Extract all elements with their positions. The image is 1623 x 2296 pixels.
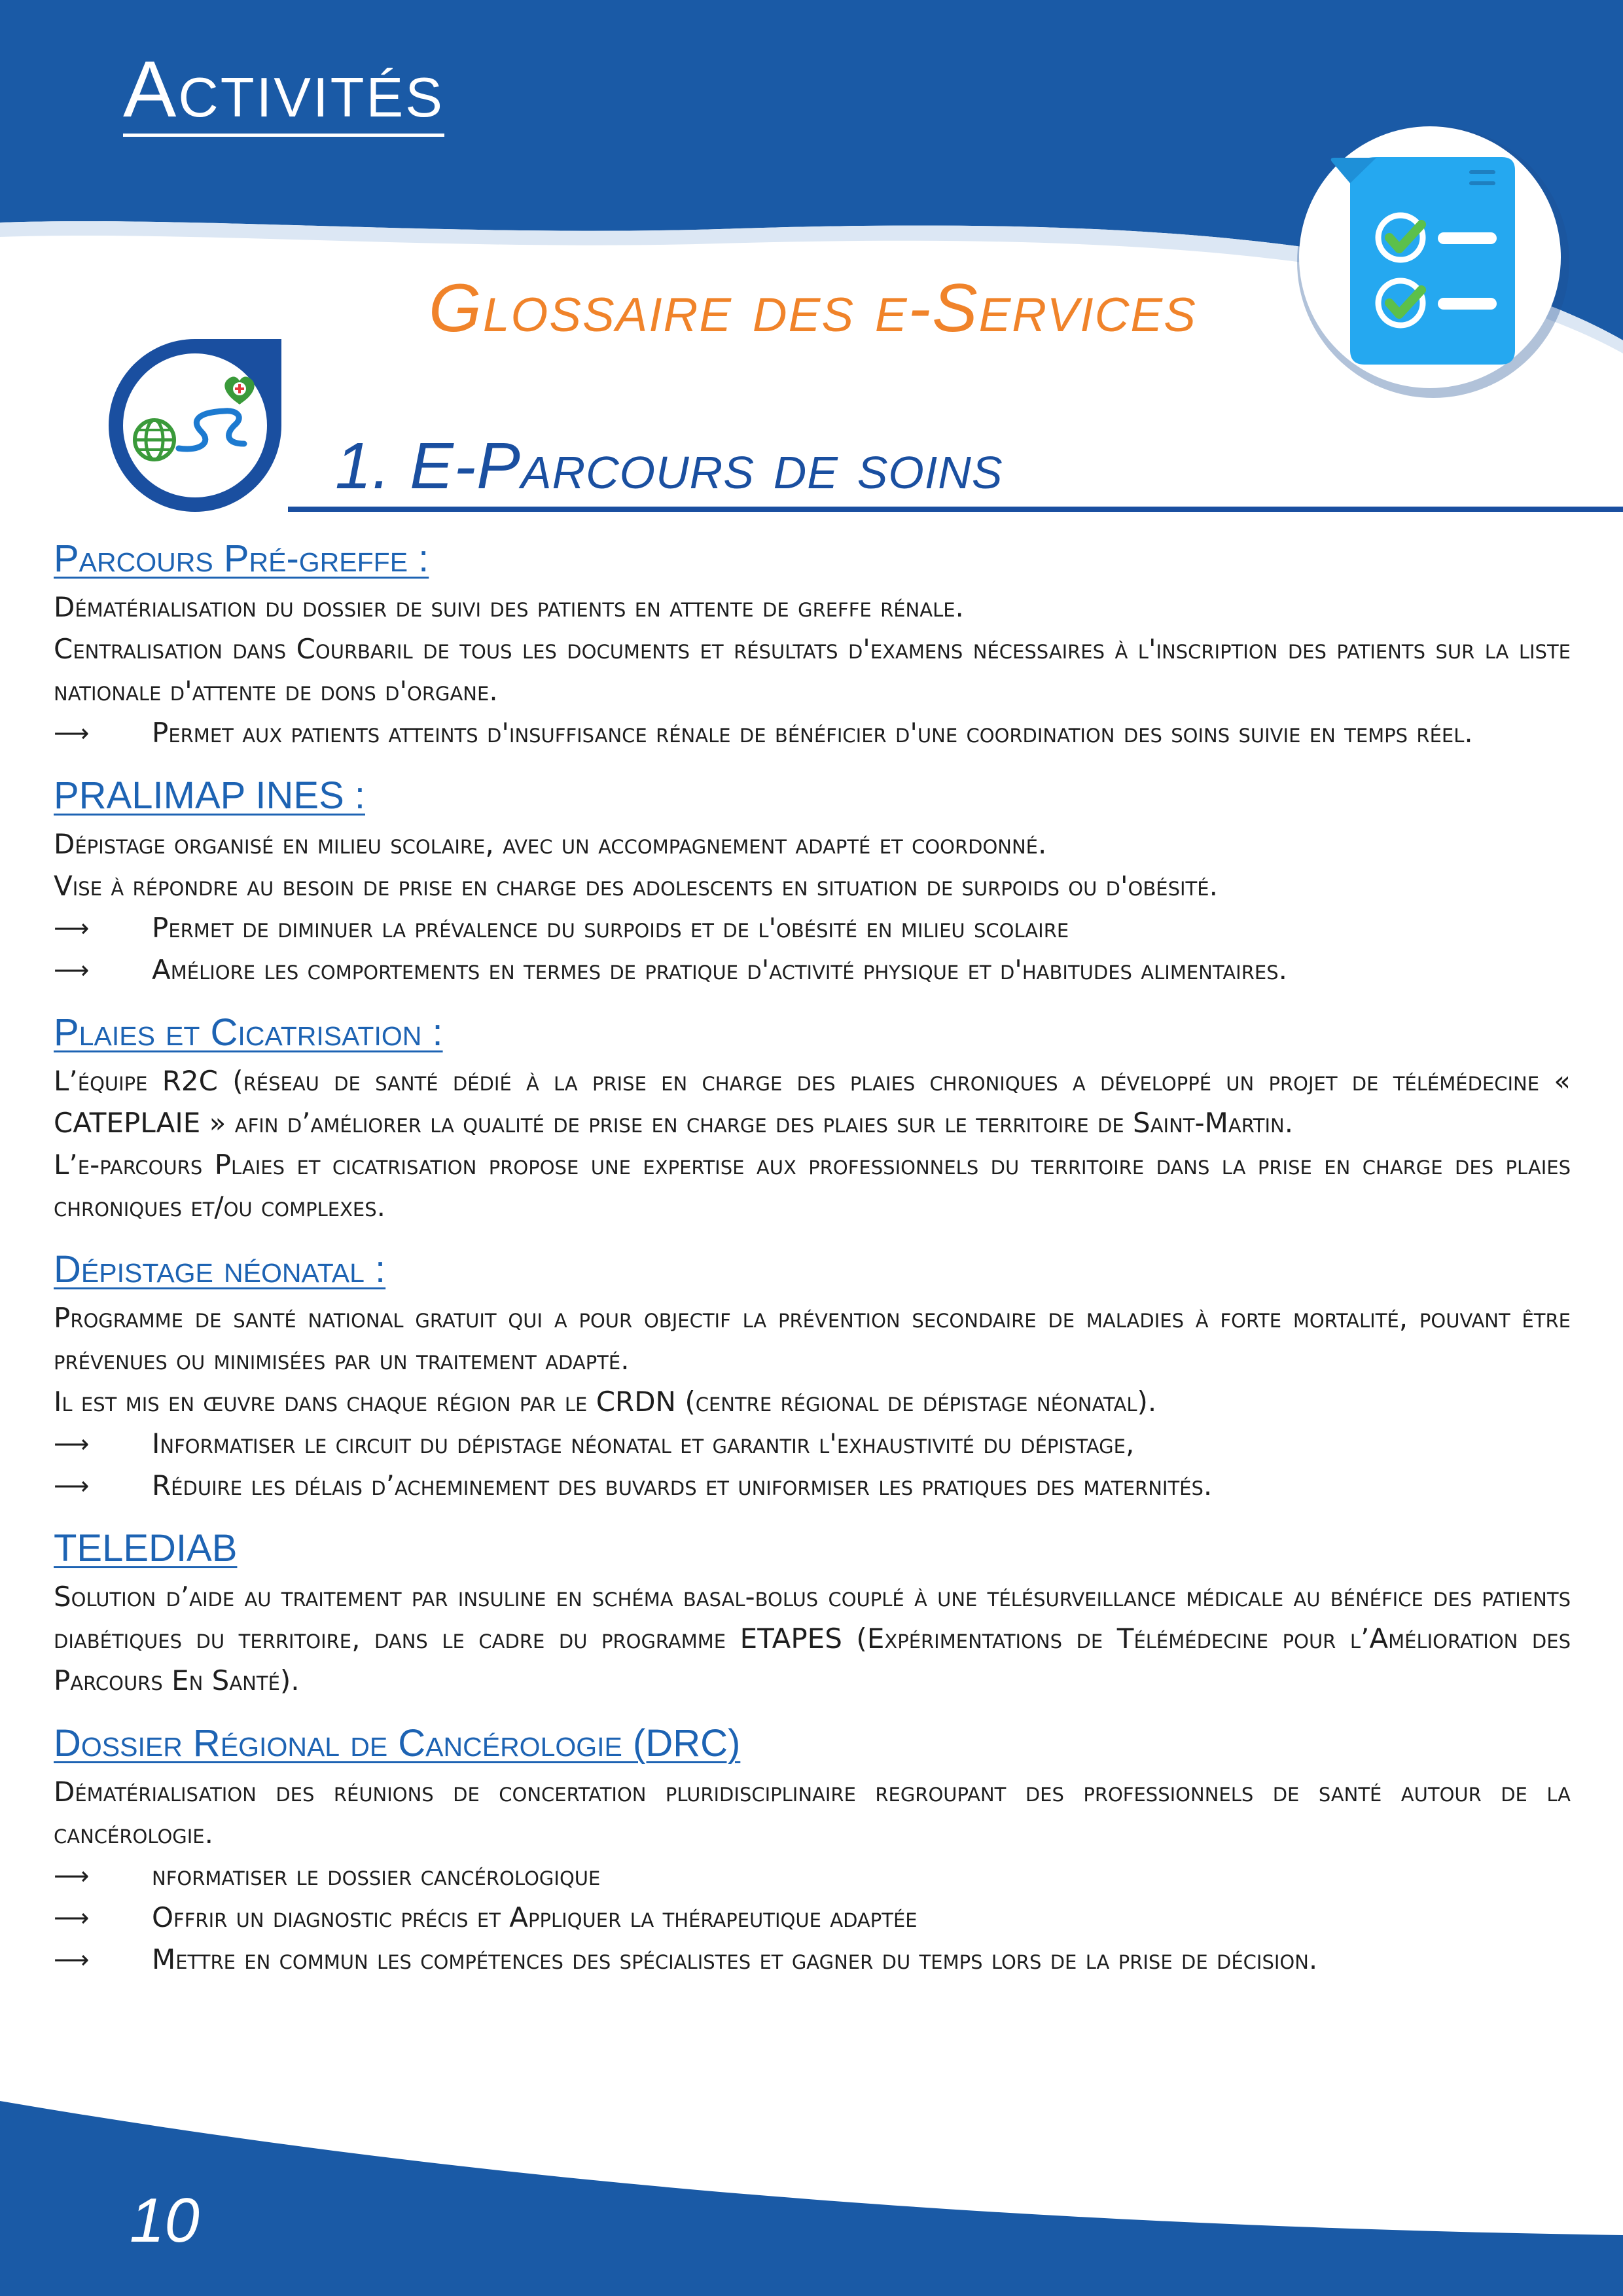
bullet-item xyxy=(54,907,1571,949)
entry-paragraph: Solution d’aide au traitement par insuline en schéma basal-bolus couplé à une télésurveillance médicale au bénéfice des patients diabétiques du territoire, dans le cadre du programme ETAPES (Expérimentations de Télémédecine pour l’Amélioration des Parcours En Santé). xyxy=(54,1581,1571,1696)
entry-paragraph: Centralisation dans Courbaril de tous les documents et résultats d'examens nécessaires à l'inscription des patients sur la liste nationale d'attente de dons d'organe. xyxy=(54,633,1571,707)
bullet-text: nformatiser le dossier cancérologique xyxy=(152,1859,601,1892)
bullet-text: Réduire les délais d’acheminement des buvards et uniformiser les pratiques des maternités. xyxy=(152,1469,1213,1501)
page-number: 10 xyxy=(130,2185,200,2255)
entry-paragraph: L’e-parcours Plaies et cicatrisation propose une expertise aux professionnels du territoire dans la prise en charge des plaies chroniques et/ou complexes. xyxy=(54,1149,1571,1223)
bullet-item xyxy=(54,949,1571,991)
checklist-document-icon xyxy=(1293,121,1574,403)
glossary-entry xyxy=(54,771,1571,991)
section-divider xyxy=(288,507,1623,512)
bullet-text: Permet aux patients atteints d'insuffisance rénale de bénéficier d'une coordination des soins suivie en temps réel. xyxy=(152,717,1473,749)
bullet-item xyxy=(54,1897,1571,1939)
bullet-text: Offrir un diagnostic précis et Appliquer la thérapeutique adaptée xyxy=(152,1901,918,1933)
bullet-text: Informatiser le circuit du dépistage néonatal et garantir l'exhaustivité du dépistage, xyxy=(152,1427,1135,1460)
entry-paragraph: Programme de santé national gratuit qui a pour objectif la prévention secondaire de maladies à forte mortalité, pouvant être prévenues ou minimisées par un traitement adapté. xyxy=(54,1302,1571,1376)
entry-paragraph: L’équipe R2C (réseau de santé dédié à la prise en charge des plaies chroniques a développé un projet de télémédecine « CATEPLAIE » afin d’améliorer la qualité de prise en charge des plaies sur le territoire de Saint-Martin. xyxy=(54,1065,1571,1139)
section-title: 1. E-Parcours de soins xyxy=(335,429,1003,503)
footer-wave xyxy=(0,2101,1623,2296)
arrow-right-icon: ⟶ xyxy=(54,1471,90,1500)
glossary-entry xyxy=(54,1245,1571,1507)
entry-title: TELEDIAB xyxy=(54,1527,238,1570)
entry-title: Parcours Pré-greffe : xyxy=(54,537,429,580)
arrow-right-icon: ⟶ xyxy=(54,719,90,747)
glossary-entry xyxy=(54,1008,1571,1228)
arrow-right-icon: ⟶ xyxy=(54,1903,90,1932)
bullet-item xyxy=(54,1855,1571,1897)
entry-paragraph: Il est mis en œuvre dans chaque région par le CRDN (centre régional de dépistage néonatal). xyxy=(54,1386,1157,1418)
bullet-text: Mettre en commun les compétences des spécialistes et gagner du temps lors de la prise de décision. xyxy=(152,1943,1318,1975)
glossary-title: Glossaire des e-Services xyxy=(429,270,1197,346)
e-health-route-icon xyxy=(97,327,293,524)
arrow-right-icon: ⟶ xyxy=(54,1429,90,1458)
glossary-entry xyxy=(54,534,1571,754)
entry-paragraph: Vise à répondre au besoin de prise en charge des adolescents en situation de surpoids ou d'obésité. xyxy=(54,870,1218,902)
entry-title: Dossier Régional de Cancérologie (DRC) xyxy=(54,1722,741,1765)
arrow-right-icon: ⟶ xyxy=(54,1861,90,1890)
entry-title: Plaies et Cicatrisation : xyxy=(54,1011,443,1054)
glossary-entry xyxy=(54,1524,1571,1702)
glossary-entry xyxy=(54,1719,1571,1981)
glossary-content xyxy=(54,534,1571,1998)
entry-title: Dépistage néonatal : xyxy=(54,1248,386,1291)
bullet-text: Permet de diminuer la prévalence du surpoids et de l'obésité en milieu scolaire xyxy=(152,912,1069,944)
entry-title: PRALIMAP INES : xyxy=(54,774,365,817)
bullet-text: Améliore les comportements en termes de pratique d'activité physique et d'habitudes alimentaires. xyxy=(152,954,1287,986)
entry-paragraph: Dématérialisation du dossier de suivi des patients en attente de greffe rénale. xyxy=(54,591,964,623)
bullet-item xyxy=(54,1465,1571,1507)
bullet-item xyxy=(54,1939,1571,1981)
arrow-right-icon: ⟶ xyxy=(54,914,90,942)
arrow-right-icon: ⟶ xyxy=(54,956,90,984)
entry-paragraph: Dépistage organisé en milieu scolaire, avec un accompagnement adapté et coordonné. xyxy=(54,828,1047,860)
bullet-item xyxy=(54,712,1571,754)
header-title: Activités xyxy=(123,47,444,137)
entry-paragraph: Dématérialisation des réunions de concertation pluridisciplinaire regroupant des professionnels de santé autour de la cancérologie. xyxy=(54,1776,1571,1850)
bullet-item xyxy=(54,1423,1571,1465)
arrow-right-icon: ⟶ xyxy=(54,1945,90,1974)
